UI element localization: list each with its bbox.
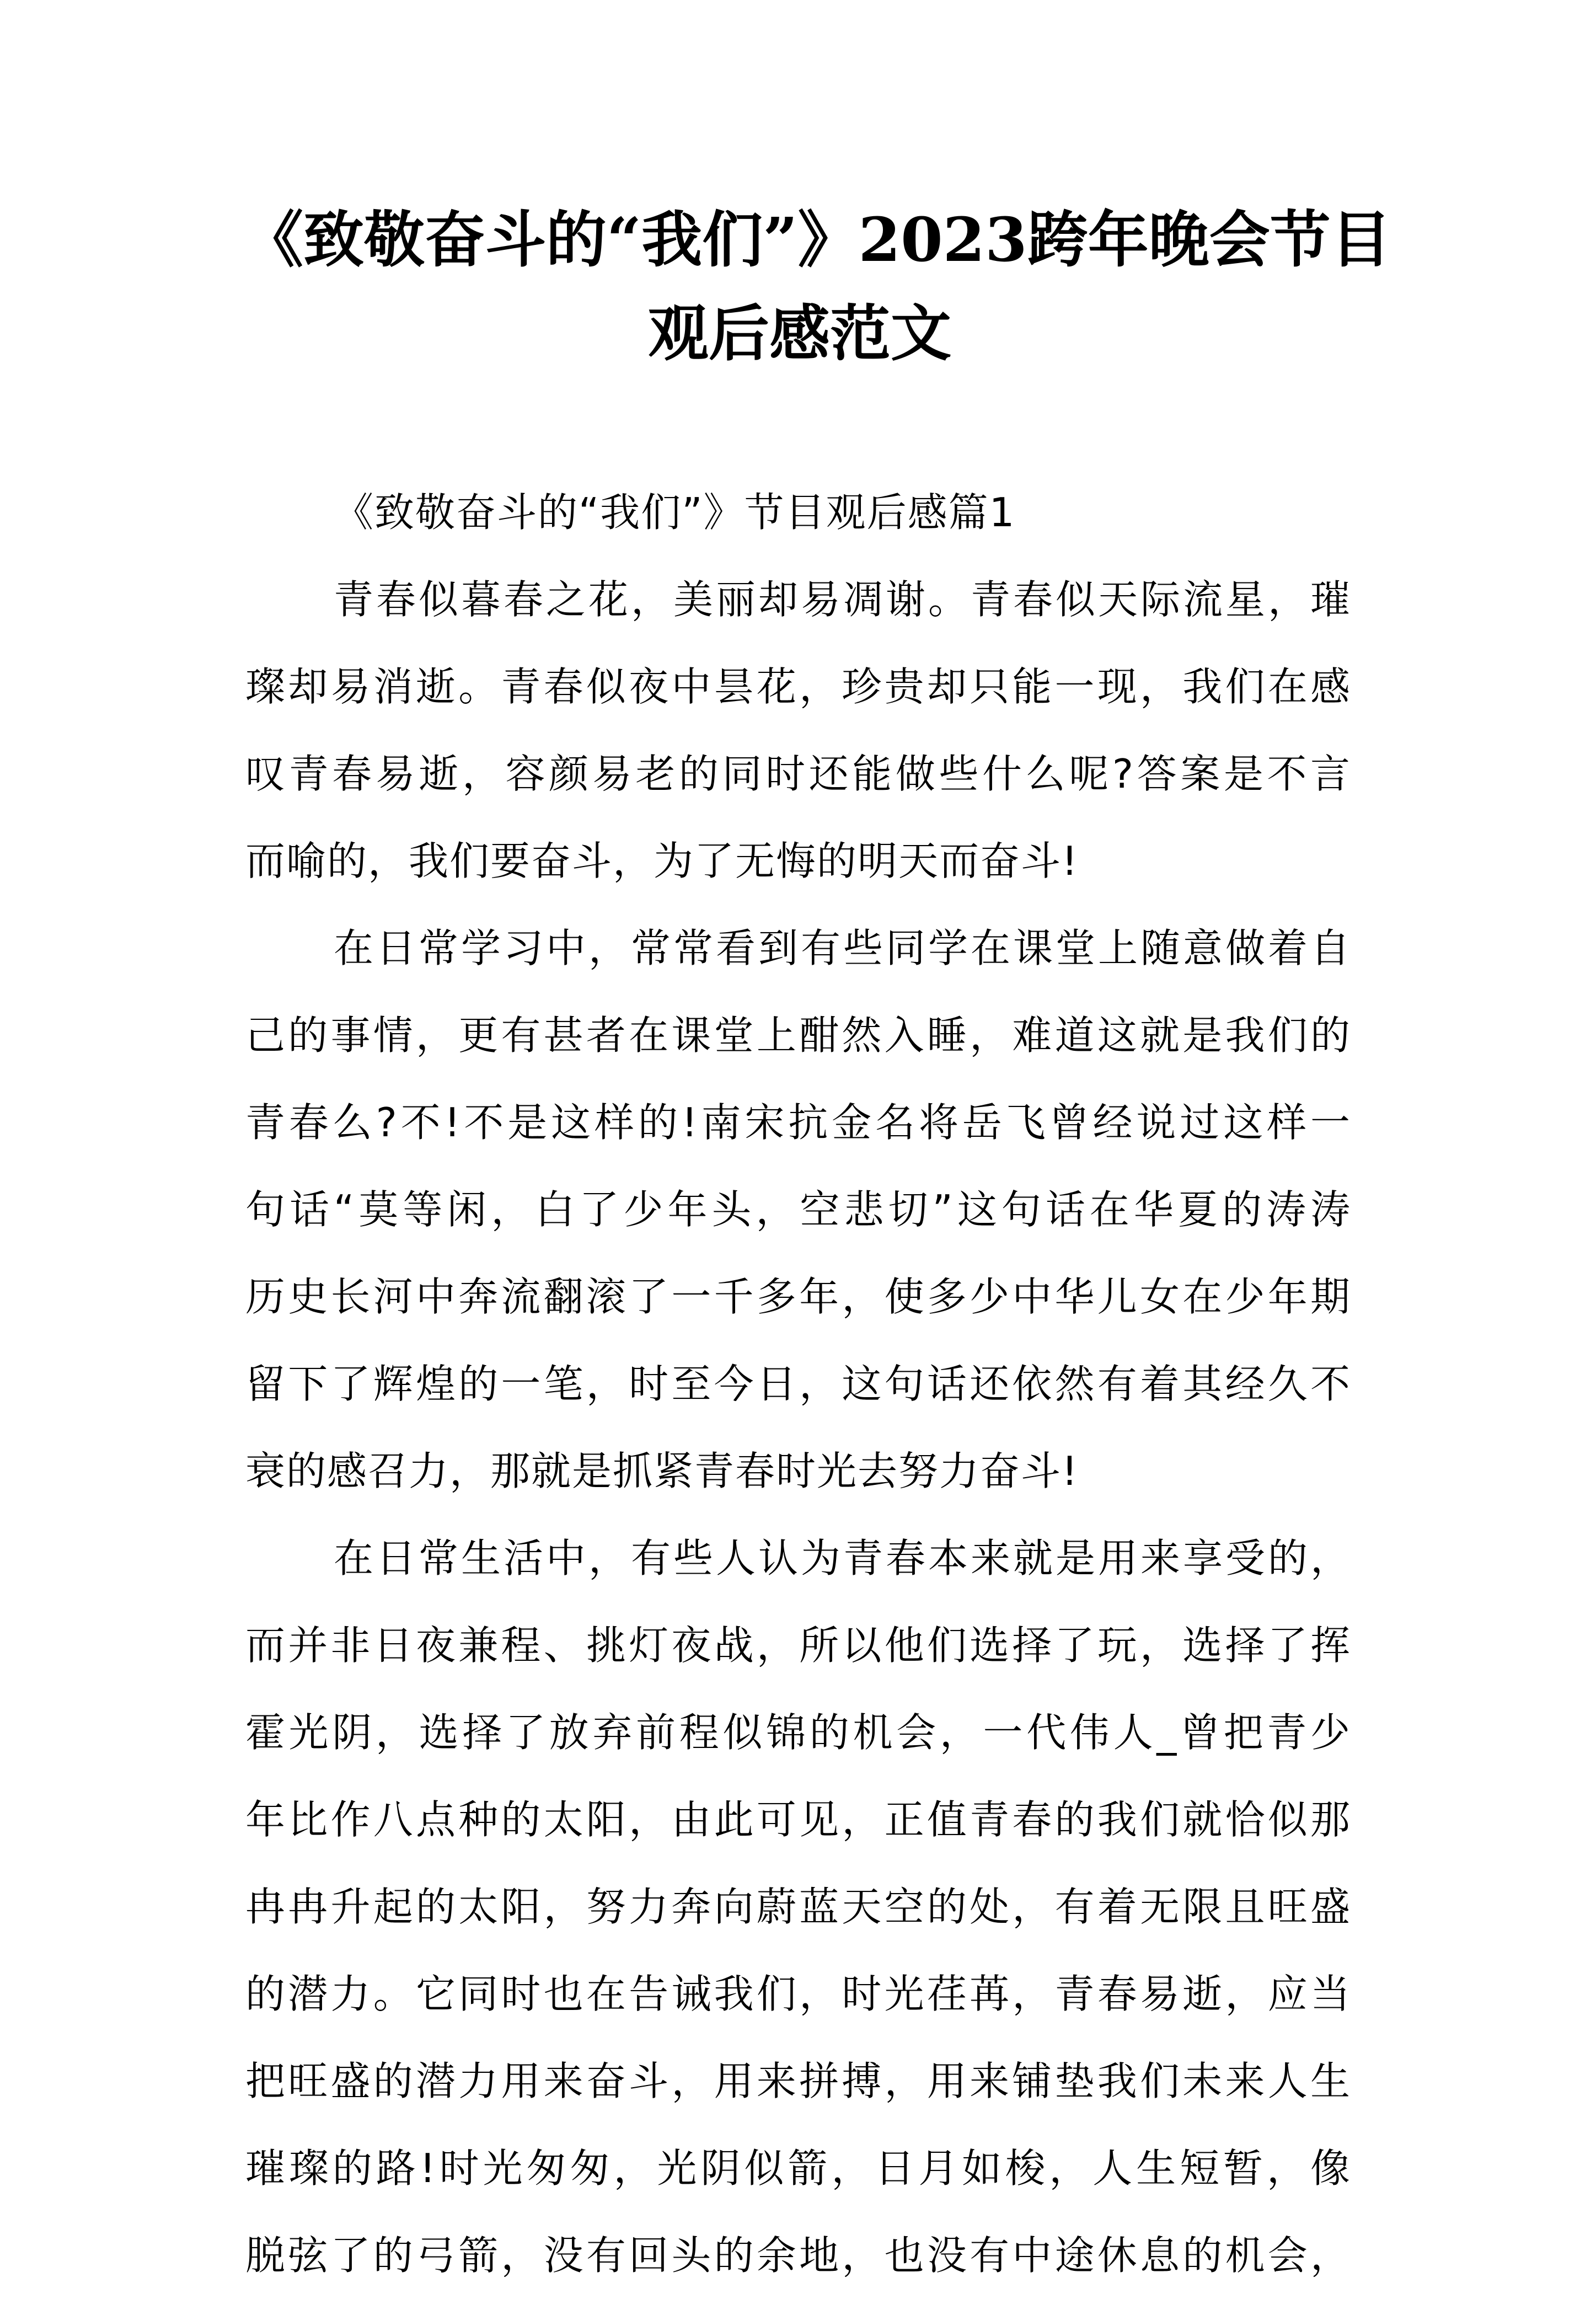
paragraph-1 [245, 556, 1351, 905]
paragraph-line: 青春么?不!不是这样的!南宋抗金名将岳飞曾经说过这样一 [245, 1099, 1351, 1146]
document-title-line-2: 观后感范文 [648, 298, 951, 369]
paragraph-line: 衰的感召力，那就是抓紧青春时光去努力奋斗! [245, 1448, 1079, 1494]
paragraph-line: 叹青春易逝，容颜易老的同时还能做些什么呢?答案是不言 [245, 751, 1351, 797]
paragraph-line: 历史长河中奔流翻滚了一千多年，使多少中华儿女在少年期 [245, 1274, 1351, 1320]
paragraph-3 [245, 1515, 1351, 2299]
paragraph-line: 而并非日夜兼程、挑灯夜战，所以他们选择了玩，选择了挥 [245, 1622, 1351, 1669]
paragraph-line: 青春似暮春之花，美丽却易凋谢。青春似天际流星，璀 [334, 576, 1351, 623]
document-title [243, 193, 1391, 381]
paragraph-line: 璨却易消逝。青春似夜中昙花，珍贵却只能一现，我们在感 [245, 664, 1351, 710]
paragraph-line: 脱弦了的弓箭，没有回头的余地，也没有中途休息的机会， [245, 2232, 1351, 2279]
paragraph-line: 的潜力。它同时也在告诫我们，时光荏苒，青春易逝，应当 [245, 1971, 1351, 2017]
paragraph-line: 璀璨的路!时光匆匆，光阴似箭，日月如梭，人生短暂，像 [245, 2145, 1351, 2191]
section-heading: 《致敬奋斗的“我们”》节目观后感篇1 [334, 489, 1016, 536]
document-body [245, 469, 1351, 2299]
paragraph-2 [245, 905, 1351, 1515]
paragraph-line: 留下了辉煌的一笔，时至今日，这句话还依然有着其经久不 [245, 1361, 1351, 1407]
paragraph-line: 年比作八点种的太阳，由此可见，正值青春的我们就恰似那 [245, 1797, 1351, 1843]
paragraph-line: 在日常学习中，常常看到有些同学在课堂上随意做着自 [334, 925, 1351, 971]
paragraph-line: 在日常生活中，有些人认为青春本来就是用来享受的， [334, 1535, 1351, 1581]
paragraph-line: 把旺盛的潜力用来奋斗，用来拼搏，用来铺垫我们未来人生 [245, 2058, 1351, 2104]
paragraph-line: 霍光阴，选择了放弃前程似锦的机会，一代伟人_曾把青少 [245, 1709, 1351, 1756]
paragraph-line: 句话“莫等闲，白了少年头，空悲切”这句话在华夏的涛涛 [245, 1186, 1351, 1233]
document-title-line-1: 《致敬奋斗的“我们”》2023跨年晚会节目 [243, 204, 1391, 275]
paragraph-line: 而喻的，我们要奋斗，为了无悔的明天而奋斗! [245, 838, 1079, 884]
paragraph-line: 己的事情，更有甚者在课堂上酣然入睡，难道这就是我们的 [245, 1012, 1351, 1058]
paragraph-line: 冉冉升起的太阳，努力奔向蔚蓝天空的处，有着无限且旺盛 [245, 1884, 1351, 1930]
